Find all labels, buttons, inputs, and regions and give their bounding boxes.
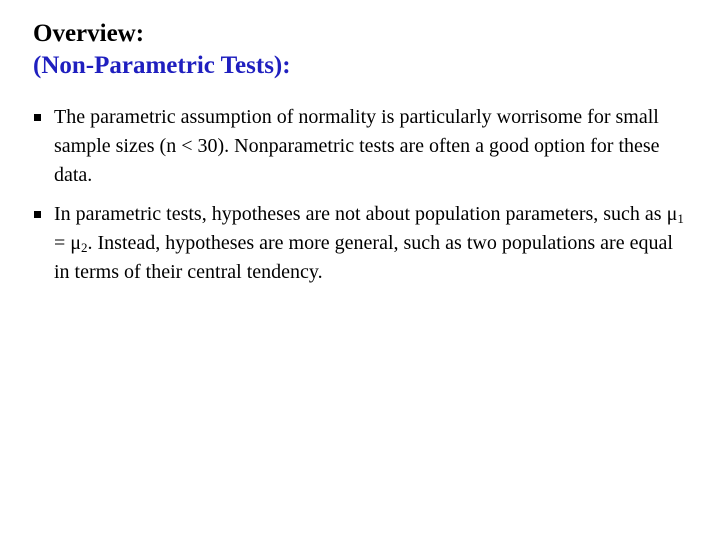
- mu1-subscript: 1: [677, 211, 684, 226]
- equals-mu: = μ: [54, 232, 82, 254]
- slide-title: [33, 18, 291, 82]
- bullet-text-hypotheses: [54, 203, 684, 283]
- mu2-subscript: 2: [81, 240, 88, 255]
- bullet-item-hypotheses: [33, 200, 693, 287]
- square-bullet-icon: [34, 114, 41, 121]
- square-bullet-icon: [34, 211, 41, 218]
- title-subtitle: (Non-Parametric Tests):: [33, 52, 291, 79]
- hypotheses-text-start: In parametric tests, hypotheses are not about population parameters, such as μ: [54, 203, 678, 225]
- hypotheses-text-end: . Instead, hypotheses are more general, such as two populations are equal in terms of their central tendency.: [54, 232, 673, 283]
- bullet-text-normality: The parametric assumption of normality is particularly worrisome for small sample sizes (n < 30). Nonparametric tests are often a good option for these data.: [54, 106, 660, 186]
- bullet-item-normality: [33, 103, 693, 190]
- title-overview: Overview:: [33, 20, 145, 47]
- bullet-list: [33, 103, 693, 297]
